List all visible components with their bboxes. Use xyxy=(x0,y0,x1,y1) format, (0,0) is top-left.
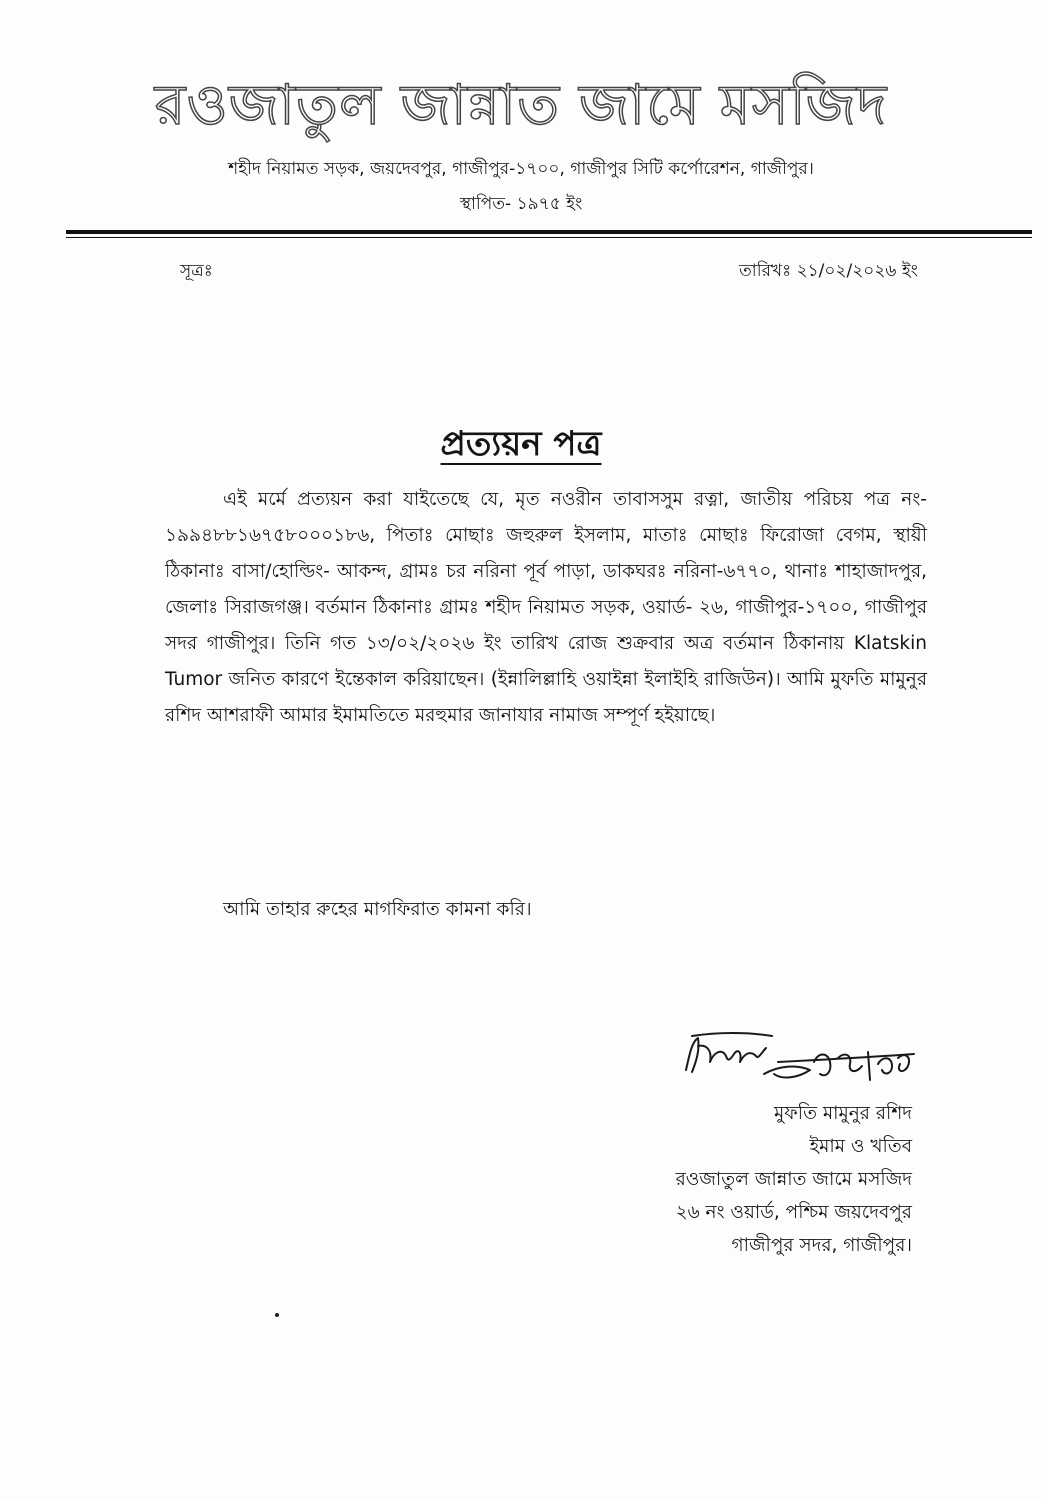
mosque-name-heading: রওজাতুল জান্নাত জামে মসজিদ xyxy=(154,73,888,138)
stray-ink-dot xyxy=(275,1313,279,1317)
header-divider-thin xyxy=(66,237,1032,238)
mosque-address: শহীদ নিয়ামত সড়ক, জয়দেবপুর, গাজীপুর-১৭০০, গাজীপুর সিটি কর্পোরেশন, গাজীপুর। xyxy=(228,159,814,179)
signatory-location: গাজীপুর সদর, গাজীপুর। xyxy=(731,1235,912,1256)
header-divider-thick xyxy=(66,230,1032,234)
closing-prayer: আমি তাহার রুহের মাগফিরাত কামনা করি। xyxy=(223,899,532,920)
signatory-role: ইমাম ও খতিব xyxy=(809,1136,912,1157)
signatory-block xyxy=(676,1097,912,1262)
document-title xyxy=(0,418,1042,475)
document-title-text: প্রত্যয়ন পত্র xyxy=(440,424,602,464)
certificate-body: এই মর্মে প্রত্যয়ন করা যাইতেছে যে, মৃত নওরীন তাবাসসুম রত্না, জাতীয় পরিচয় পত্র নং- ১৯৯৪৮৮১৬৭৫৮০০০১৮৬, পিতাঃ মোছাঃ জহুরুল ইসলাম, মাতাঃ মোছাঃ ফিরোজা বেগম, স্থায়ী ঠিকানাঃ বাসা/হোল্ডিং- আকন্দ, গ্রামঃ চর নরিনা পূর্ব পাড়া, ডাকঘরঃ নরিনা-৬৭৭০, থানাঃ শাহাজাদপুর, জেলাঃ সিরাজগঞ্জ। বর্তমান ঠিকানাঃ গ্রামঃ শহীদ নিয়ামত সড়ক, ওয়ার্ড- ২৬, গাজীপুর-১৭০০, গাজীপুর সদর গাজীপুর। তিনি গত ১৩/০২/২০২৬ ইং তারিখ রোজ শুক্রবার অত্র বর্তমান ঠিকানায় Klatskin Tumor জনিত কারণে ইন্তেকাল করিয়াছেন। (ইন্নালিল্লাহি ওয়াইন্না ইলাইহি রাজিউন)। আমি মুফতি মামুনুর রশিদ আশরাফী আমার ইমামতিতে মরহুমার জানাযার নামাজ সম্পূর্ণ হইয়াছে। xyxy=(165,489,927,726)
reference-label: সূত্রঃ xyxy=(180,261,213,281)
established-year: স্থাপিত- ১৯৭৫ ইং xyxy=(459,194,583,214)
document-date: তারিখঃ ২১/০২/২০২৬ ইং xyxy=(739,261,918,281)
signatory-ward: ২৬ নং ওয়ার্ড, পশ্চিম জয়দেবপুর xyxy=(675,1202,912,1223)
signatory-name: মুফতি মামুনুর রশিদ xyxy=(774,1103,912,1124)
signatory-mosque: রওজাতুল জান্নাত জামে মসজিদ xyxy=(675,1169,912,1190)
